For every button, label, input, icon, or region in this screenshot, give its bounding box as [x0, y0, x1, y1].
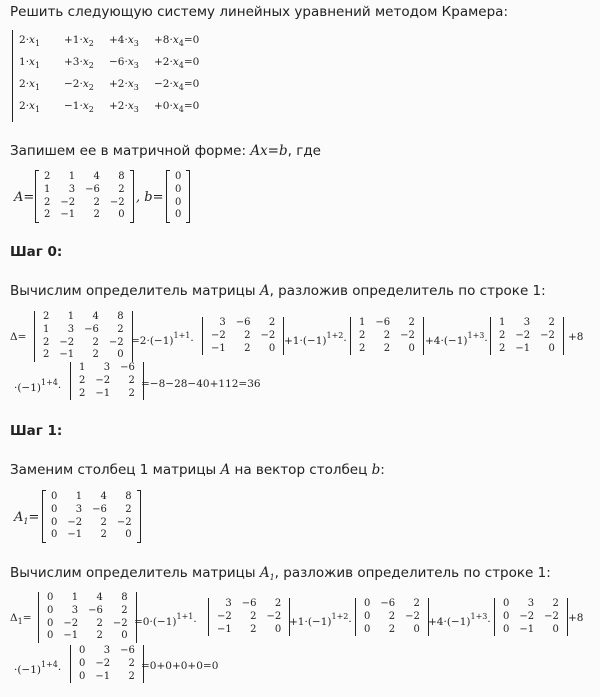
matrix-cell: 3 — [219, 317, 226, 328]
matrix-cell: −2 — [217, 610, 232, 622]
matrix-cell: −6 — [235, 317, 251, 328]
matrix-cell: 2 — [388, 623, 396, 635]
step0-coef-3: $+4\cdot(-1)^{1+3}\cdot$ — [425, 331, 488, 347]
matrix-cell: 2 — [552, 598, 559, 609]
matrix-cell: 1 — [71, 592, 79, 603]
matrix-cell: 1 — [44, 183, 51, 195]
matrix-cell: −6 — [120, 645, 135, 656]
matrix-cell: 1 — [67, 311, 75, 322]
matrix-cell: −1 — [95, 387, 111, 399]
matrix-cell: 0 — [175, 183, 182, 195]
matrix-cell: 2 — [128, 374, 135, 386]
matrix-cell: 0 — [364, 598, 371, 609]
equation-row — [19, 78, 214, 92]
equation-term: $1\cdot x_1$ — [19, 56, 41, 70]
matrix-cell: 0 — [51, 529, 58, 541]
matrix-cell: 0 — [117, 349, 124, 361]
matrix-cell: −1 — [95, 670, 111, 682]
equation-term: $+0\cdot x_4=0$ — [154, 100, 200, 114]
matrix-A — [35, 171, 134, 222]
matrix-cell: 0 — [175, 196, 182, 208]
matrix-cell: 2 — [44, 209, 51, 221]
equation-row — [19, 56, 214, 70]
step0-result: =−8−28−40+112=36 — [141, 378, 261, 390]
matrix-cell: 2 — [250, 623, 257, 635]
matrix-cell: 0 — [121, 630, 128, 642]
equation-row — [19, 100, 214, 114]
matrix-cell: 2 — [92, 349, 99, 361]
matrix-A1 — [42, 491, 141, 542]
step1-text: Заменим столбец 1 матрицы A на вектор столбец b: — [10, 462, 385, 478]
step1-coef-1: $=0\cdot(-1)^{1+1}\cdot$ — [134, 612, 197, 628]
matrix-cell: −1 — [67, 529, 83, 541]
step0-minor-4 — [70, 362, 144, 400]
step1-delta-label: $\Delta_1=$ — [10, 612, 32, 626]
equation-term: $+4\cdot x_3$ — [109, 34, 139, 48]
matrix-cell: −2 — [95, 657, 111, 669]
matrix-cell: −2 — [519, 610, 535, 622]
matrix-cell: 2 — [125, 503, 132, 515]
step0-coef-2: $+1\cdot(-1)^{1+2}\cdot$ — [284, 331, 347, 347]
matrix-cell: −6 — [84, 323, 99, 335]
matrix-cell: 0 — [47, 592, 54, 603]
matrix-cell: 3 — [527, 598, 535, 609]
matrix-cell: 2 — [499, 342, 506, 354]
step1-minor-2 — [355, 598, 429, 636]
matrix-cell: 2 — [268, 317, 276, 328]
matrix-cell: 2 — [128, 670, 135, 682]
matrix-cell: 3 — [68, 183, 76, 195]
vector-b — [166, 171, 190, 222]
matrix-form-equation: Ax=b — [250, 143, 288, 159]
step1-result: =0+0+0+0=0 — [141, 660, 219, 672]
matrix-cell: 2 — [548, 317, 555, 328]
matrix-cell: 2 — [274, 598, 282, 609]
matrix-cell: 0 — [175, 209, 182, 221]
matrix-cell: 3 — [225, 598, 232, 609]
matrix-cell: 3 — [71, 604, 79, 616]
matrix-cell: 0 — [408, 342, 415, 354]
matrix-cell: 2 — [128, 387, 135, 399]
matrix-cell: −2 — [266, 610, 282, 622]
step0-text: Вычислим определитель матрицы A, разложив определитель по строке 1: — [10, 283, 546, 299]
matrix-cell: 3 — [75, 503, 83, 515]
step1-coef-3: $+4\cdot(-1)^{1+3}\cdot$ — [428, 612, 491, 628]
step1-minor-3 — [494, 598, 568, 636]
matrix-cell: −2 — [544, 610, 559, 622]
equation-system — [12, 30, 223, 122]
matrix-cell: 8 — [125, 491, 132, 502]
matrix-cell: 3 — [523, 317, 531, 328]
equation-term: $+2\cdot x_4=0$ — [154, 56, 200, 70]
matrix-cell: −1 — [519, 623, 535, 635]
matrix-cell: 8 — [121, 592, 128, 603]
matrix-cell: 0 — [548, 342, 555, 354]
intro-text: Решить следующую систему линейных уравнений методом Крамера: — [10, 4, 508, 20]
matrix-cell: 2 — [128, 657, 135, 669]
step0-minor-3 — [490, 317, 564, 355]
matrix-cell: 0 — [79, 657, 86, 669]
matrix-cell: 0 — [503, 598, 510, 609]
matrix-form-tail: , где — [287, 143, 321, 159]
matrix-cell: 2 — [79, 374, 86, 386]
matrix-cell: 2 — [118, 183, 125, 195]
equation-term: $+2\cdot x_3$ — [109, 100, 139, 114]
matrix-cell: 1 — [499, 317, 506, 328]
matrix-cell: 0 — [51, 503, 58, 515]
matrix-cell: −1 — [63, 630, 79, 642]
matrix-cell: 0 — [552, 623, 559, 635]
matrix-cell: −2 — [405, 610, 420, 622]
matrix-cell: 8 — [118, 171, 125, 182]
matrix-cell: 2 — [359, 342, 366, 354]
step1-coef-2: $+1\cdot(-1)^{1+2}\cdot$ — [289, 612, 352, 628]
matrix-cell: −6 — [241, 598, 257, 609]
matrix-cell: 1 — [79, 362, 86, 373]
step1-line2-prefix: $\cdot(-1)^{1+4}\cdot$ — [14, 660, 62, 676]
matrix-cell: 0 — [125, 529, 132, 541]
matrix-cell: 0 — [364, 610, 371, 622]
matrix-cell: 2 — [44, 196, 51, 208]
matrix-cell: −2 — [112, 617, 128, 629]
step1-det-A1 — [38, 592, 137, 643]
matrix-cell: 2 — [244, 329, 251, 341]
matrix-cell: 0 — [413, 623, 420, 635]
matrix-cell: 2 — [100, 516, 107, 528]
matrix-cell: 3 — [103, 362, 111, 373]
matrix-cell: 2 — [43, 336, 50, 348]
matrix-cell: 4 — [93, 171, 100, 182]
matrix-cell: −2 — [60, 196, 76, 208]
matrix-cell: 1 — [43, 323, 50, 335]
matrix-cell: 2 — [499, 329, 506, 341]
matrix-cell: 2 — [244, 342, 251, 354]
matrix-cell: −1 — [60, 209, 76, 221]
equation-term: $-2\cdot x_4=0$ — [154, 78, 200, 92]
matrix-cell: 0 — [175, 171, 182, 182]
matrix-cell: −2 — [400, 329, 415, 341]
matrix-cell: 4 — [100, 491, 107, 502]
matrix-cell: −2 — [95, 374, 111, 386]
matrix-cell: 2 — [93, 196, 100, 208]
matrix-cell: −2 — [260, 329, 276, 341]
matrix-cell: 4 — [92, 311, 99, 322]
matrix-form-line — [10, 143, 321, 159]
step0-minor-2 — [350, 317, 424, 355]
matrix-cell: 3 — [103, 645, 111, 656]
matrix-cell: 2 — [43, 311, 50, 322]
step0-line2-prefix: $\cdot(-1)^{1+4}\cdot$ — [14, 378, 62, 394]
matrix-cell: −2 — [63, 617, 79, 629]
matrix-cell: −6 — [120, 362, 135, 373]
equation-term: $2\cdot x_1$ — [19, 34, 41, 48]
matrix-cell: 2 — [96, 617, 103, 629]
matrix-cell: 2 — [92, 336, 99, 348]
matrix-cell: −2 — [515, 329, 531, 341]
matrix-cell: 0 — [79, 670, 86, 682]
step0-coef-1: $=2\cdot(-1)^{1+1}\cdot$ — [131, 331, 194, 347]
matrix-cell: 0 — [51, 491, 58, 502]
equation-term: $-1\cdot x_2$ — [64, 100, 94, 114]
step1-coef-4: +8 — [568, 612, 584, 624]
matrix-cell: −2 — [108, 336, 124, 348]
matrix-cell: 0 — [503, 623, 510, 635]
step1-det-text: Вычислим определитель матрицы $A_1$, разложив определитель по строке 1: — [10, 565, 551, 582]
step1-title: Шаг 1: — [10, 423, 63, 439]
matrix-cell: 0 — [364, 623, 371, 635]
step1-minor-1 — [208, 598, 290, 636]
matrix-cell: 2 — [79, 387, 86, 399]
matrix-cell: 2 — [100, 529, 107, 541]
matrix-cell: −6 — [375, 317, 391, 328]
matrix-cell: 2 — [43, 349, 50, 361]
matrix-cell: −2 — [109, 196, 125, 208]
matrix-cell: −1 — [211, 342, 226, 354]
matrix-cell: 0 — [503, 610, 510, 622]
matrix-cell: 0 — [268, 342, 276, 354]
matrix-cell: 8 — [117, 311, 124, 322]
matrix-cell: 2 — [96, 630, 103, 642]
matrix-cell: 2 — [359, 329, 366, 341]
matrix-cell: −6 — [88, 604, 103, 616]
matrix-A1-label: $A_1=$ — [14, 510, 40, 526]
matrix-cell: −6 — [380, 598, 396, 609]
matrix-cell: 4 — [96, 592, 103, 603]
matrix-cell: 2 — [93, 209, 100, 221]
matrix-cell: 2 — [117, 323, 124, 335]
matrix-cell: 2 — [408, 317, 415, 328]
matrix-form-text: Запишем ее в матричной форме: — [10, 143, 247, 159]
equation-term: $-2\cdot x_2$ — [64, 78, 94, 92]
equation-term: $+2\cdot x_3$ — [109, 78, 139, 92]
matrix-cell: 2 — [383, 342, 391, 354]
matrix-cell: 1 — [68, 171, 76, 182]
matrix-cell: −2 — [211, 329, 226, 341]
step0-title: Шаг 0: — [10, 244, 63, 260]
matrix-A-label: A= — [14, 190, 35, 205]
matrix-cell: 2 — [388, 610, 396, 622]
matrix-cell: −2 — [59, 336, 75, 348]
step1-minor-4 — [70, 645, 144, 683]
matrix-cell: −2 — [116, 516, 132, 528]
matrix-cell: 0 — [118, 209, 125, 221]
matrix-cell: 2 — [250, 610, 257, 622]
matrix-cell: −1 — [59, 349, 75, 361]
matrix-cell: −1 — [217, 623, 232, 635]
matrix-cell: 0 — [47, 617, 54, 629]
matrix-cell: 2 — [44, 171, 51, 182]
matrix-cell: −6 — [85, 183, 100, 195]
matrix-cell: 2 — [413, 598, 420, 609]
matrix-cell: 1 — [359, 317, 366, 328]
equation-term: $2\cdot x_1$ — [19, 78, 41, 92]
matrix-cell: 0 — [51, 516, 58, 528]
matrix-cell: 0 — [79, 645, 86, 656]
matrix-cell: 0 — [274, 623, 282, 635]
matrix-cell: 0 — [47, 630, 54, 642]
equation-term: $2\cdot x_1$ — [19, 100, 41, 114]
matrix-cell: −1 — [515, 342, 531, 354]
matrix-cell: 1 — [75, 491, 83, 502]
equation-row — [19, 34, 214, 48]
matrix-cell: 2 — [121, 604, 128, 616]
step0-minor-1 — [202, 317, 284, 355]
matrix-cell: 2 — [383, 329, 391, 341]
vector-b-label: , b= — [136, 190, 164, 205]
step0-delta-label: Δ= — [10, 331, 27, 343]
matrix-cell: −2 — [540, 329, 555, 341]
matrix-cell: −6 — [92, 503, 107, 515]
equation-term: $+1\cdot x_2$ — [64, 34, 94, 48]
step0-det-A — [34, 311, 133, 362]
matrix-cell: 0 — [47, 604, 54, 616]
equation-term: $-6\cdot x_3$ — [109, 56, 139, 70]
equation-term: $+3\cdot x_2$ — [64, 56, 94, 70]
matrix-cell: −2 — [67, 516, 83, 528]
step0-coef-4: +8 — [568, 331, 584, 343]
equation-term: $+8\cdot x_4=0$ — [154, 34, 200, 48]
matrix-cell: 3 — [67, 323, 75, 335]
